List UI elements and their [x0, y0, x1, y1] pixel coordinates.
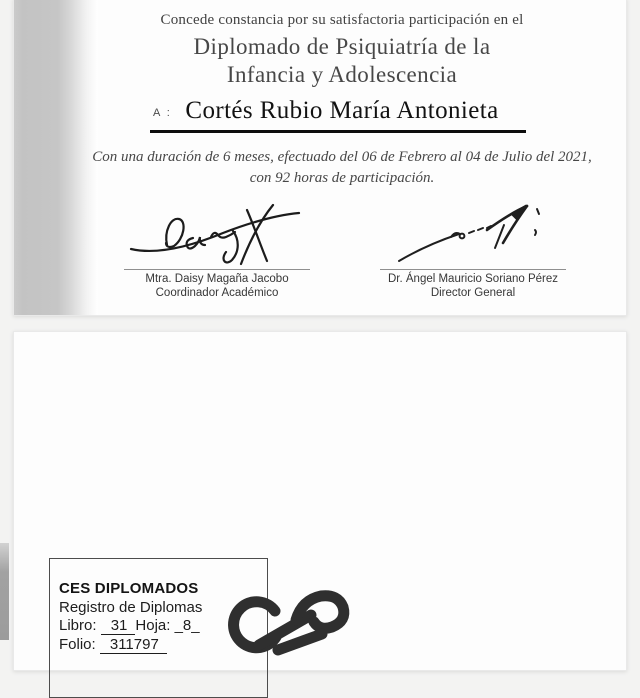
folio-label: Folio: — [59, 635, 96, 653]
certificate-intro-line: Concede constancia por su satisfactoria participación en el — [160, 12, 524, 28]
hoja-label: Hoja: — [135, 617, 171, 634]
recipient-name: Cortés Rubio María Antonieta — [185, 97, 499, 124]
page-edge-strip — [0, 543, 9, 640]
name-underline — [150, 130, 526, 133]
certificate-title-line2: Infancia y Adolescencia — [226, 62, 458, 87]
certificate-page — [13, 0, 627, 316]
registry-subheading: Registro de Diplomas — [59, 598, 203, 616]
signatory-name: Mtra. Daisy Magaña Jacobo — [145, 273, 289, 285]
signature-line — [380, 269, 566, 270]
duration-line1: Con una duración de 6 meses, efectuado del 06 de Febrero al 04 de Julio del 2021, — [92, 149, 592, 165]
signature-angel-icon — [383, 203, 563, 265]
signature-daisy-icon — [127, 203, 307, 265]
signature-line — [124, 269, 310, 270]
recipient-label: A : — [153, 107, 172, 119]
certificate-title-line1: Diplomado de Psiquiatría de la — [193, 34, 491, 59]
signatory-role: Director General — [430, 287, 516, 299]
folio-value: 311797 — [100, 636, 167, 654]
signatory-name: Dr. Ángel Mauricio Soriano Pérez — [387, 273, 559, 285]
ces-logo-icon — [226, 588, 354, 684]
registry-heading: CES DIPLOMADOS — [59, 580, 199, 597]
signatory-left-block — [124, 203, 310, 300]
signatory-role: Coordinador Académico — [155, 287, 279, 299]
signatory-right-block — [380, 203, 566, 300]
duration-line2: con 92 horas de participación. — [249, 170, 435, 186]
libro-label: Libro: — [59, 617, 97, 634]
hoja-value: _8_ — [174, 617, 200, 634]
libro-value: 31 — [101, 617, 136, 635]
registry-page — [13, 331, 627, 671]
